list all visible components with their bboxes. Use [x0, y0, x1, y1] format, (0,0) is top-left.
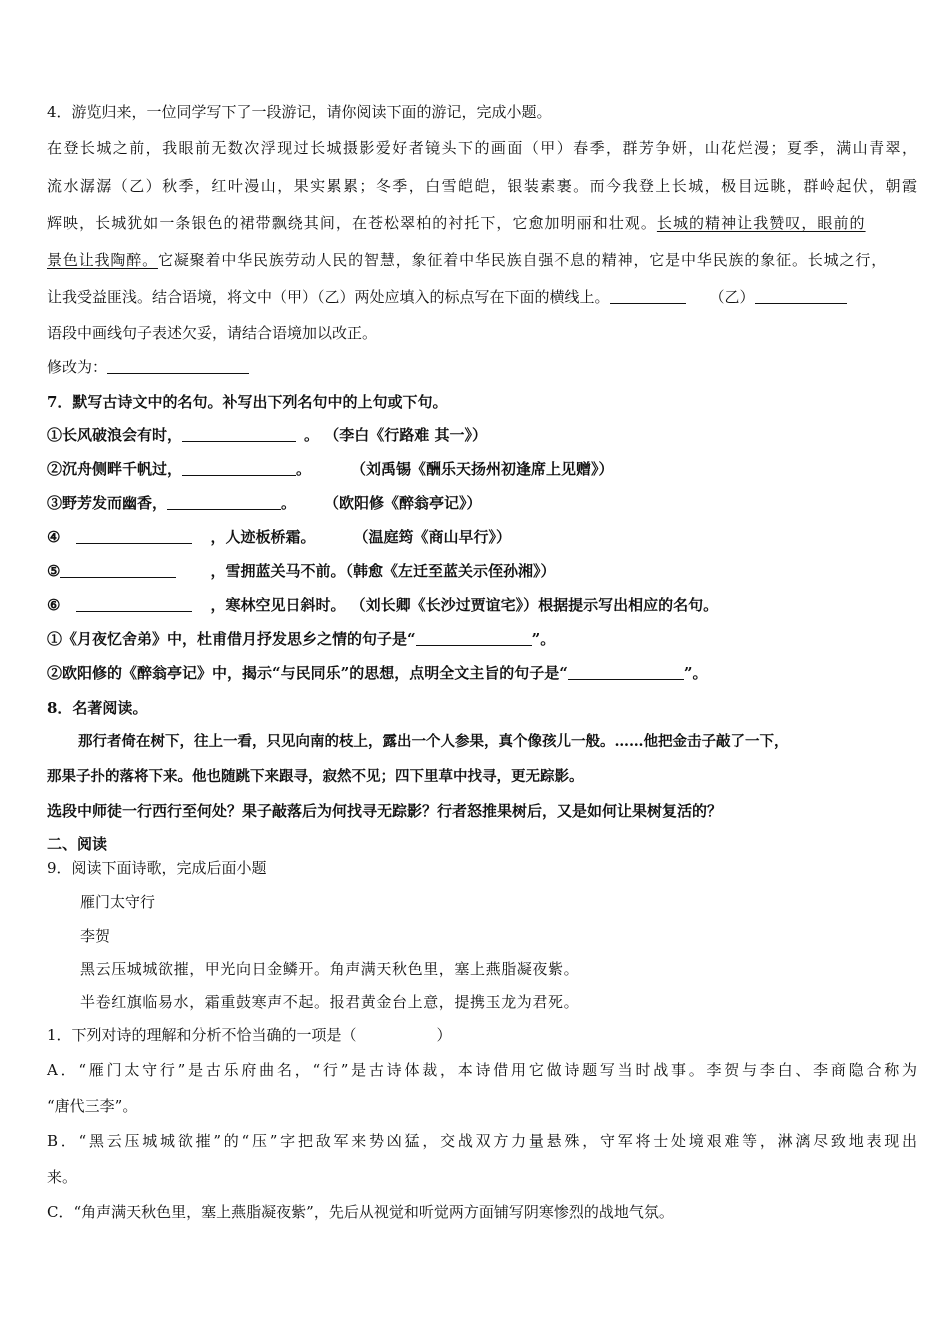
answer-blank-q7-8[interactable]: [568, 664, 684, 680]
q7-text: ①《月夜忆舍弟》中，杜甫借月抒发思乡之情的句子是“: [47, 630, 416, 648]
q7-text: ②沉舟侧畔千帆过，: [47, 460, 183, 478]
answer-blank-q7-2[interactable]: [182, 460, 296, 476]
section-2-title: 二、阅读: [47, 835, 108, 853]
q4-underlined-sentence-part-1: 长城的精神让我赞叹，眼前的: [656, 214, 866, 232]
q7-text: （温庭筠《商山早行》）: [353, 528, 511, 546]
q7-text: ，雪拥蓝关马不前。（韩愈《左迁至蓝关示侄孙湘》）: [210, 562, 556, 580]
q4-text: 辉映，长城犹如一条银色的裙带飘绕其间，在苍松翠柏的衬托下，它愈加明丽和壮观。: [47, 214, 657, 232]
q4-prompt-text: 让我受益匪浅。结合语境，将文中（甲）（乙）两处应填入的标点写在下面的横线上。: [47, 288, 610, 306]
q7-item-5: [47, 561, 917, 581]
q4-passage-line-4: [47, 250, 917, 270]
q8-question: 选段中师徒一行西行至何处？果子敲落后为何找寻无踪影？行者怒推果树后，又是如何让果树复活的？: [47, 802, 723, 820]
poem-line-2: 半卷红旗临易水，霜重鼓寒声不起。报君黄金台上意，提携玉龙为君死。: [80, 993, 580, 1011]
q4-passage-line-1: 在登长城之前，我眼前无数次浮现过长城摄影爱好者镜头下的画面（甲）春季，群芳争妍，山花烂漫；夏季，满山青翠，: [47, 139, 917, 157]
q7-text: ④: [47, 528, 61, 546]
option-a-line-1: A．“雁门太守行”是古乐府曲名，“行”是古诗体裁，本诗借用它做诗题写当时战事。李贺与李白、李商隐合称为: [47, 1061, 917, 1079]
q8-passage-line-1: 那行者倚在树下，往上一看，只见向南的枝上，露出一个人参果，真个像孩儿一般。……他把金击子敲了一下，: [78, 733, 789, 750]
q7-item-8: [47, 663, 917, 683]
q4-punctuation-prompt: [47, 287, 917, 307]
q7-text: ③野芳发而幽香，: [47, 494, 168, 512]
q7-item-2: [47, 459, 917, 479]
q7-text: 。: [281, 494, 297, 512]
q4-passage-line-3: [47, 213, 917, 233]
option-a-line-2: “唐代三李”。: [47, 1097, 138, 1115]
q7-title: 7．默写古诗文中的名句。补写出下列名句中的上句或下句。: [47, 393, 448, 411]
q7-text: ②欧阳修的《醉翁亭记》中，揭示“与民同乐”的思想，点明全文主旨的句子是“: [47, 664, 568, 682]
poem-author: 李贺: [80, 927, 111, 945]
q4-revision-line: [47, 357, 917, 377]
answer-blank-q7-4[interactable]: [76, 528, 192, 544]
q7-text: 。 （李白《行路难 其一》）: [304, 426, 487, 444]
answer-blank-q7-6[interactable]: [76, 596, 192, 612]
q7-text: ⑥: [47, 596, 61, 614]
q7-text: （欧阳修《醉翁亭记》）: [324, 494, 482, 512]
answer-blank-yi[interactable]: [755, 288, 847, 304]
answer-blank-revision[interactable]: [107, 358, 249, 374]
q8-title: 8．名著阅读。: [47, 699, 148, 717]
q7-item-1: [47, 425, 917, 445]
q4-underlined-sentence-part-2: 景色让我陶醉。: [47, 251, 158, 269]
q4-passage-line-2: 流水潺潺（乙）秋季，红叶漫山，果实累累；冬季，白雪皑皑，银装素裹。而今我登上长城，极目远眺，群岭起伏，朝霞: [47, 177, 917, 195]
q9-stem: 9．阅读下面诗歌，完成后面小题: [47, 859, 267, 877]
q7-item-6: [47, 595, 917, 615]
answer-blank-q7-7[interactable]: [416, 630, 532, 646]
q4-stem: 4．游览归来，一位同学写下了一段游记，请你阅读下面的游记，完成小题。: [47, 103, 552, 121]
q7-text: （刘禹锡《酬乐天扬州初逢席上见赠》）: [351, 460, 614, 478]
answer-blank-jia[interactable]: [610, 288, 686, 304]
q4-revision-label: 修改为：: [47, 358, 108, 376]
q7-item-7: [47, 629, 917, 649]
q8-passage-line-2: 那果子扑的落将下来。他也随跳下来跟寻，寂然不见；四下里草中找寻，更无踪影。: [47, 768, 584, 785]
answer-blank-q7-1[interactable]: [182, 426, 296, 442]
answer-blank-q7-3[interactable]: [167, 494, 281, 510]
poem-title: 雁门太守行: [80, 893, 156, 911]
q4-text: 它凝聚着中华民族劳动人民的智慧，象征着中华民族自强不息的精神，它是中华民族的象征。长城之行，: [157, 251, 888, 269]
q4-revise-prompt: 语段中画线句子表述欠妥，请结合语境加以改正。: [47, 324, 378, 342]
q7-text: ，人迹板桥霜。: [210, 528, 316, 546]
option-c: C．“角声满天秋色里，塞上燕脂凝夜紫”，先后从视觉和听觉两方面铺写阴寒惨烈的战地气氛。: [47, 1203, 674, 1221]
q7-item-4: [47, 527, 917, 547]
answer-blank-q7-5[interactable]: [60, 562, 176, 578]
option-b-line-1: B．“黑云压城城欲摧”的“压”字把敌军来势凶猛，交战双方力量悬殊，守军将士处境艰难等，淋漓尽致地表现出: [47, 1132, 917, 1150]
option-b-line-2: 来。: [47, 1168, 78, 1186]
q7-text: 。: [296, 460, 312, 478]
q9-sub-1-close: ）: [436, 1026, 452, 1044]
q4-label-yi: （乙）: [709, 288, 755, 306]
poem-line-1: 黑云压城城欲摧，甲光向日金鳞开。角声满天秋色里，塞上燕脂凝夜紫。: [80, 960, 580, 978]
q9-sub-1: [47, 1025, 917, 1045]
q7-text: ⑤: [47, 562, 61, 580]
q7-text: ①长风破浪会有时，: [47, 426, 183, 444]
q7-item-3: [47, 493, 917, 513]
q7-text: ”。: [531, 630, 556, 648]
q7-text: ，寒林空见日斜时。 （刘长卿《长沙过贾谊宅》）根据提示写出相应的名句。: [210, 596, 719, 614]
q7-text: ”。: [683, 664, 708, 682]
q9-sub-1-text: 1．下列对诗的理解和分析不恰当确的一项是（: [47, 1026, 357, 1044]
